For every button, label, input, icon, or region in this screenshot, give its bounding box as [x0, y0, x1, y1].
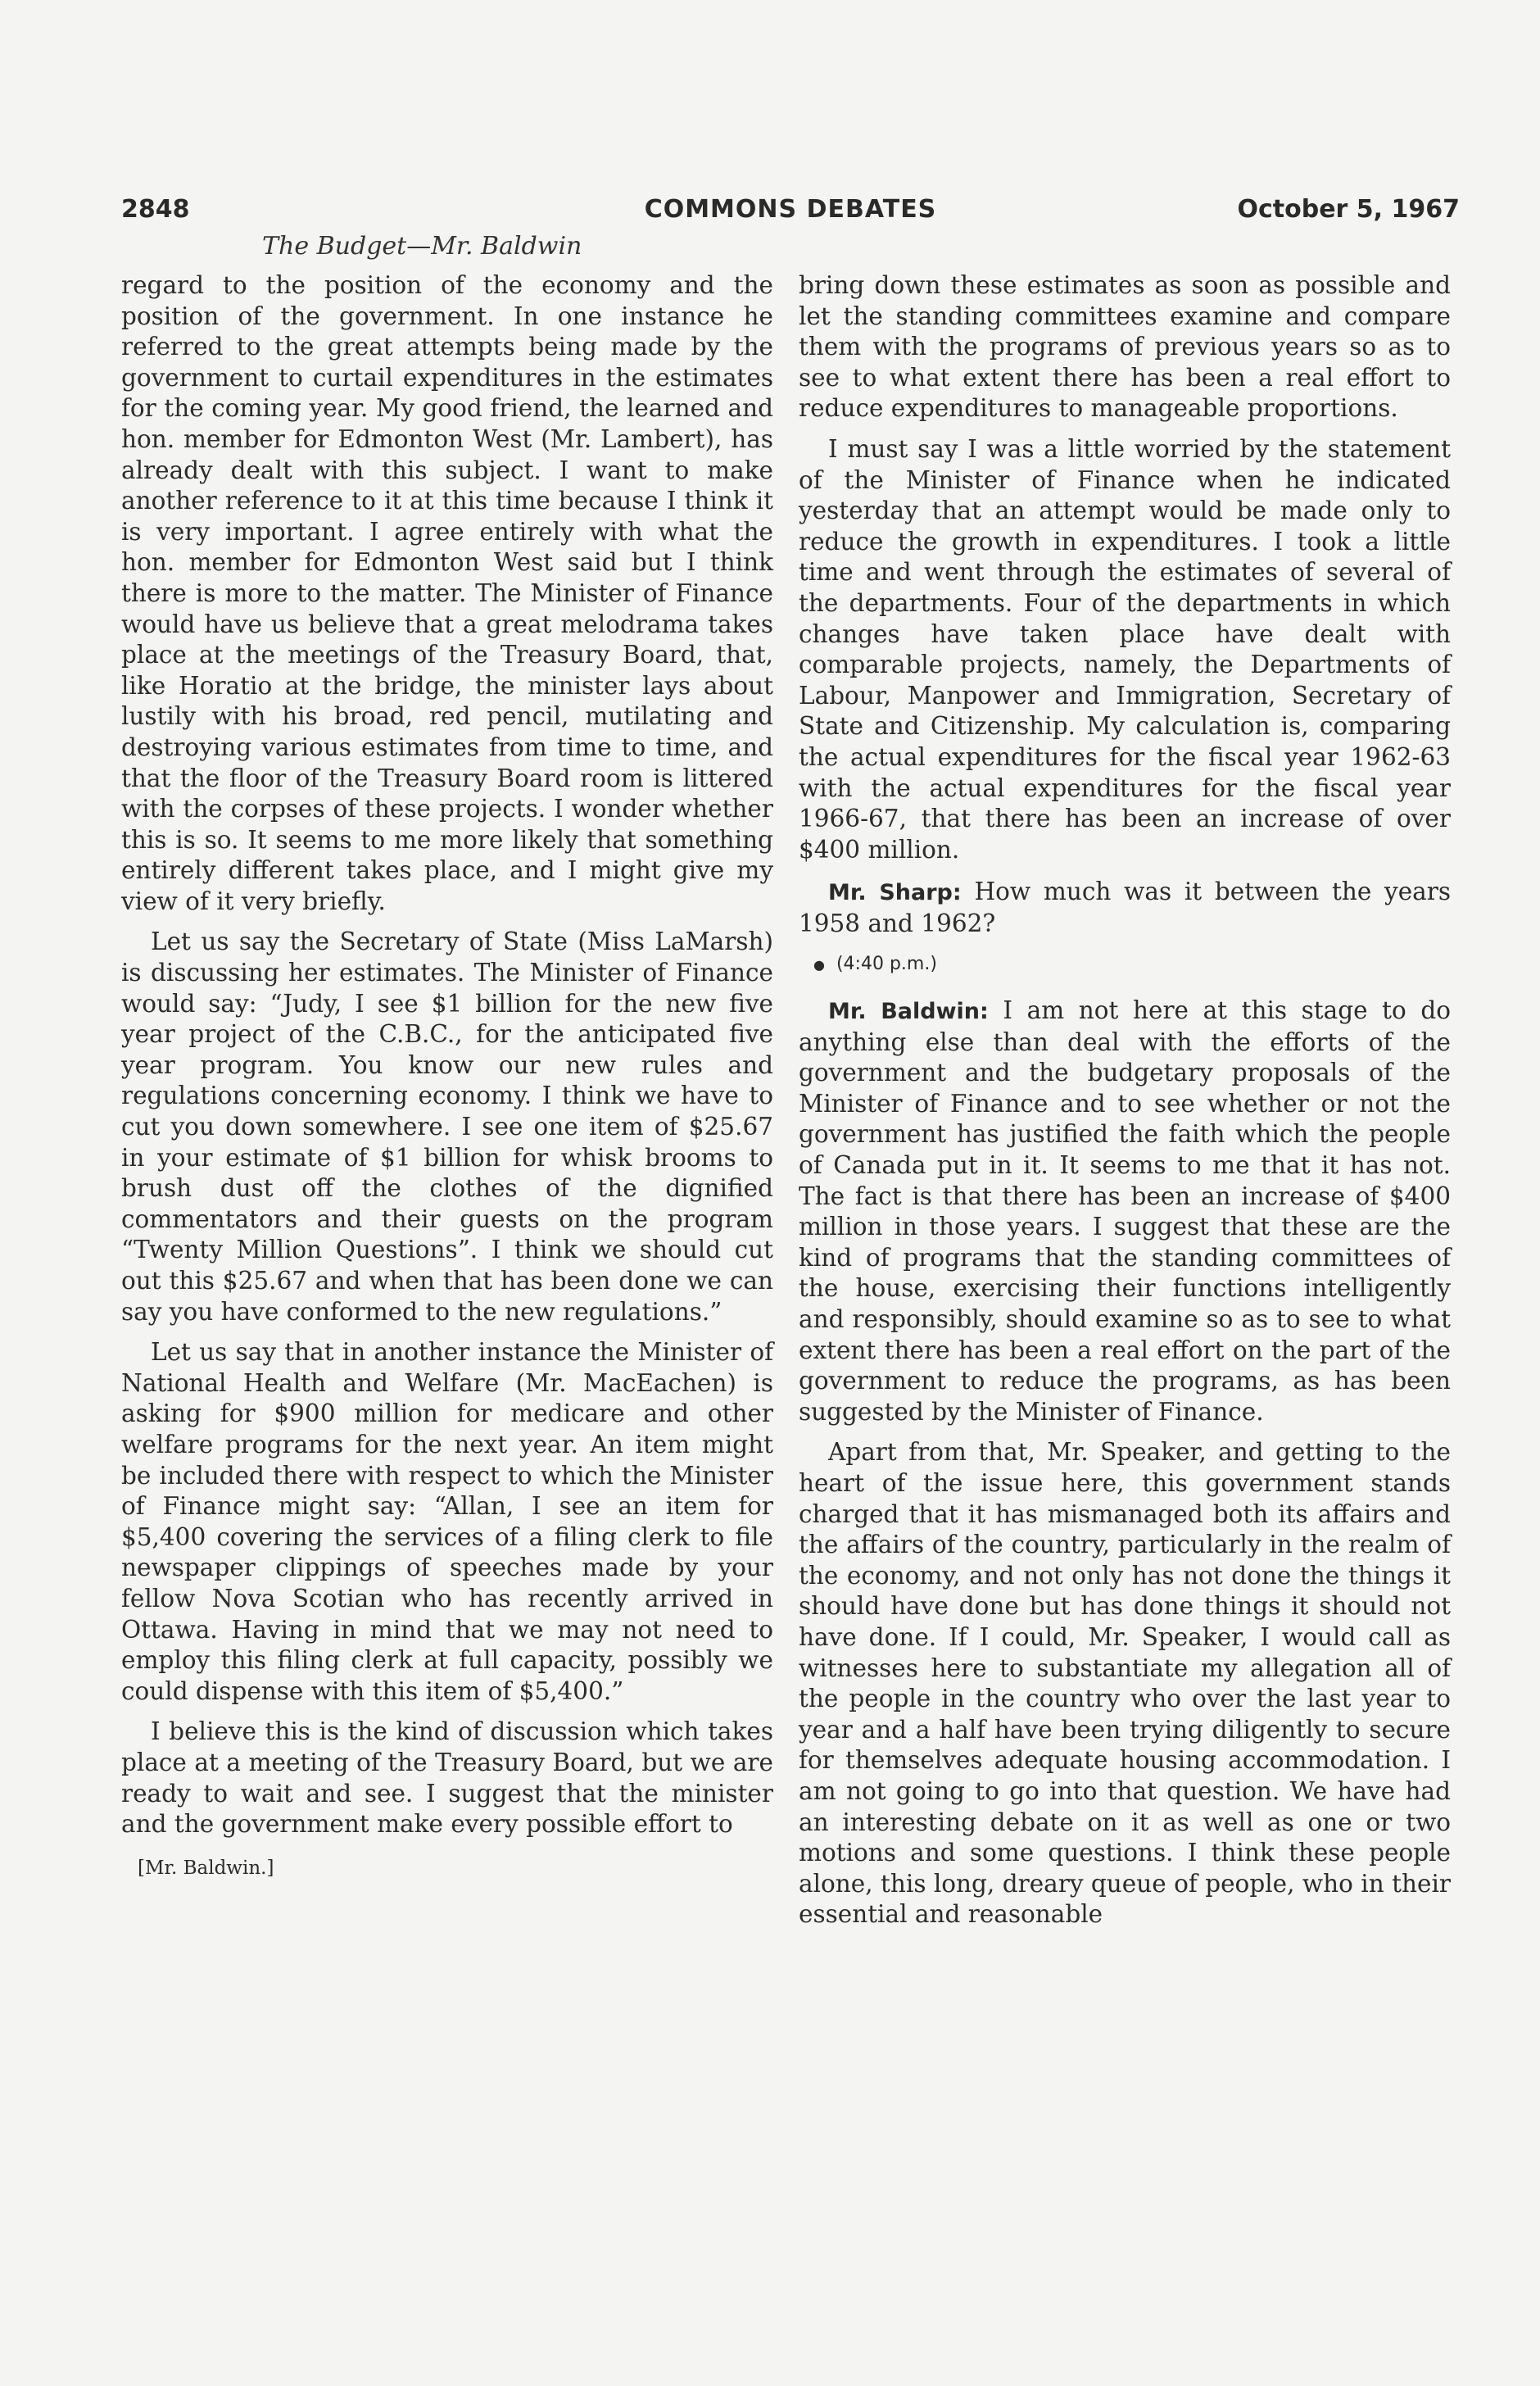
speech-baldwin [799, 996, 1451, 1427]
speaker-attribution: [Mr. Baldwin.] [138, 1857, 274, 1879]
bullet-icon: ● [813, 957, 825, 973]
speech-text: I am not here at this stage to do anything else than deal with the efforts of the government and the budgetary proposals of the Minister of Finance and to see whether or not the government has justified the faith which the people of Canada put in it. It seems to me that it has not. The fact is that there has been an increase of $400 million in those years. I suggest that these are the kind of programs that the standing committees of the house, exercising their functions intelligently and responsibly, should examine so as to see to what extent there has been a real effort on the part of the government to reduce the programs, as has been suggested by the Minister of Finance. [799, 996, 1451, 1426]
publication-date: October 5, 1967 [1237, 195, 1460, 224]
speech-text: How much was it between the years 1958 and 1962? [799, 878, 1451, 937]
speaker-name: Mr. Sharp: [828, 880, 962, 906]
paragraph: Let us say that in another instance the Minister of National Health and Welfare (Mr. MacEachen) is asking for $900 million for medicare and other welfare programs for the next year. An item might be included there with respect to which the Minister of Finance might say: “Allan, I see an item for $5,400 covering the services of a filing clerk to file newspaper clippings of speeches made by your fellow Nova Scotian who has recently arrived in Ottawa. Having in mind that we may not need to employ this filing clerk at full capacity, possibly we could dispense with this item of $5,400.” [121, 1338, 773, 1705]
speaker-name: Mr. Baldwin: [828, 999, 989, 1025]
paragraph: Let us say the Secretary of State (Miss LaMarsh) is discussing her estimates. The Minister of Finance would say: “Judy, I see $1 billion for the new five year project of the C.B.C., for the anticipated five year program. You know our new rules and regulations concerning economy. I think we have to cut you down somewhere. I see one item of $25.67 in your estimate of $1 billion for whisk brooms to brush dust off the clothes of the dignified commentators and their guests on the program “Twenty Million Questions”. I think we should cut out this $25.67 and when that has been done we can say you have conformed to the new regulations.” [121, 928, 773, 1326]
time-stamp [813, 949, 1451, 981]
right-column [799, 270, 1451, 1940]
left-column [121, 270, 773, 1884]
paragraph: Apart from that, Mr. Speaker, and getting to the heart of the issue here, this government stands charged that it has mismanaged both its affairs and the affairs of the country, particularly in the realm of the economy, and not only has not done the things it should have done but has done things it should not have done. If I could, Mr. Speaker, I would call as witnesses here to substantiate my allegation all of the people in the country who over the last year to year and a half have been trying diligently to secure for themselves adequate housing accommodation. I am not going to go into that question. We have had an interesting debate on it as well as one or two motions and some questions. I think these people alone, this long, dreary queue of people, who in their essential and reasonable [799, 1438, 1451, 1929]
paragraph: bring down these estimates as soon as possible and let the standing committees examine and compare them with the programs of previous years so as to see to what extent there has been a real effort to reduce expenditures to manageable proportions. [799, 271, 1451, 423]
journal-title: COMMONS DEBATES [644, 195, 937, 224]
page-number: 2848 [121, 195, 190, 224]
speech-sharp [799, 877, 1451, 939]
paragraph: I believe this is the kind of discussion which takes place at a meeting of the Treasury Board, but we are ready to wait and see. I suggest that the minister and the government make every possible effort to [121, 1717, 773, 1839]
running-head [121, 195, 1460, 231]
section-heading: The Budget—Mr. Baldwin [262, 232, 582, 261]
paragraph: I must say I was a little worried by the statement of the Minister of Finance when he indicated yesterday that an attempt would be made only to reduce the growth in expenditures. I took a little time and went through the estimates of several of the departments. Four of the departments in which changes have taken place have dealt with comparable projects, namely, the Departments of Labour, Manpower and Immigration, Secretary of State and Citizenship. My calculation is, comparing the actual expenditures for the fiscal year 1962-63 with the actual expenditures for the fiscal year 1966-67, that there has been an increase of over $400 million. [799, 434, 1451, 864]
time-stamp-text: (4:40 p.m.) [836, 954, 937, 975]
paragraph: regard to the position of the economy and the position of the government. In one instance he referred to the great attempts being made by the government to curtail expenditures in the estimates for the coming year. My good friend, the learned and hon. member for Edmonton West (Mr. Lambert), has already dealt with this subject. I want to make another reference to it at this time because I think it is very important. I agree entirely with what the hon. member for Edmonton West said but I think there is more to the matter. The Minister of Finance would have us believe that a great melodrama takes place at the meetings of the Treasury Board, that, like Horatio at the bridge, the minister lays about lustily with his broad, red pencil, mutilating and destroying various estimates from time to time, and that the floor of the Treasury Board room is littered with the corpses of these projects. I wonder whether this is so. It seems to me more likely that something entirely different takes place, and I might give my view of it very briefly. [121, 271, 773, 915]
